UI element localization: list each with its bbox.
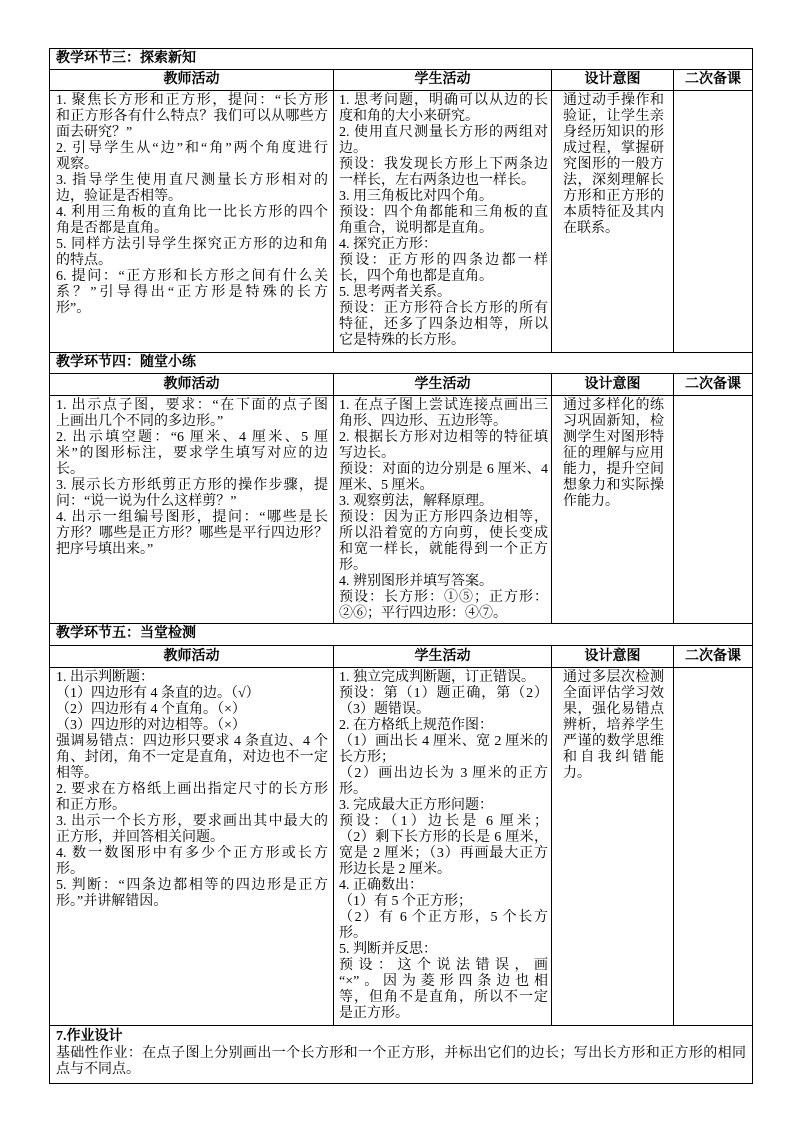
text-line: 能力，提升空间 <box>563 462 664 477</box>
text-line: 形。”并讲解错因。 <box>56 894 168 909</box>
text-line: 形。 <box>339 926 367 941</box>
text-line: 作能力。 <box>563 494 619 509</box>
text-line: 2. 使用直尺测量长方形的两组对 <box>339 125 548 140</box>
text-line: 米”的图形标注，要求学生填写对应的边 <box>56 446 328 461</box>
text-line: 5. 判断并反思： <box>339 942 437 957</box>
text-line: 4. 正确数出： <box>339 878 423 893</box>
text-line: 通过多层次检测 <box>563 670 664 685</box>
paragraph <box>339 157 548 189</box>
text-line: 是正方形。 <box>339 1006 409 1021</box>
text-line: 究图形的一般方 <box>563 157 664 172</box>
section-header: 教学环节三：探索新知 <box>50 49 752 70</box>
text-line: （1）画出长 4 厘米、宽 2 厘米的 <box>339 734 548 749</box>
text-line: 2. 引导学生从“边”和“角”两个角度进行 <box>56 141 328 156</box>
text-line: 3. 观察剪法，解释原理。 <box>339 494 493 509</box>
paragraph <box>339 894 548 910</box>
section-header: 教学环节四：随堂小练 <box>50 353 752 374</box>
student-activity-cell <box>333 396 551 623</box>
column-header-student: 学生活动 <box>333 374 551 395</box>
paragraph <box>56 93 328 141</box>
text-line: 形边长是 2 厘米。 <box>339 862 451 877</box>
text-line: 4. 数一数图形中有多少个正方形或长方 <box>56 846 328 861</box>
text-line: 5. 思考两者关系。 <box>339 285 451 300</box>
lesson-plan-table <box>49 48 753 1084</box>
homework-row <box>50 1026 752 1083</box>
text-line: （2）四边形有 4 个直角。（×） <box>56 702 246 717</box>
paragraph <box>56 478 328 510</box>
paragraph <box>339 814 548 878</box>
paragraph <box>56 430 328 478</box>
text-line: 通过多样化的练 <box>563 398 664 413</box>
text-line: 把序号填出来。” <box>56 542 154 557</box>
content-row <box>50 91 752 353</box>
paragraph <box>339 878 548 894</box>
paragraph <box>56 237 328 269</box>
text-line: 观察。 <box>56 157 98 172</box>
paragraph <box>56 814 328 846</box>
text-line: 方形？哪些是正方形？哪些是平行四边形？ <box>56 526 328 541</box>
text-line: （2）有 6 个正方形，5 个长方 <box>339 910 548 925</box>
teacher-activity-cell <box>50 668 333 1025</box>
text-line: （3）四边形的对边相等。（×） <box>56 718 246 733</box>
paragraph <box>339 430 548 462</box>
column-header-teacher: 教师活动 <box>163 377 220 392</box>
text-line: 厘米、5 厘米。 <box>339 478 434 493</box>
text-line: 特征，还多了四条边相等，所以 <box>339 317 548 332</box>
column-header-notes: 二次备课 <box>673 70 752 90</box>
text-line: 预设：我发现长方形上下两条边 <box>339 157 548 172</box>
text-line: 通过动手操作和 <box>563 93 664 108</box>
text-line: 2. 在方格纸上规范作图： <box>339 718 493 733</box>
text-line: 1. 在点子图上尝试连接点画出三 <box>339 398 548 413</box>
text-line: 上画出几个不同的多边形。” <box>56 414 224 429</box>
column-header-design: 设计意图 <box>551 374 673 395</box>
text-line: 6. 提问：“正方形和长方形之间有什么关 <box>56 269 328 284</box>
paragraph <box>56 141 328 173</box>
text-line: （1）四边形有 4 条直的边。（√） <box>56 686 260 701</box>
column-header-row <box>50 374 752 396</box>
homework-title: 7.作业设计 <box>56 1029 123 1044</box>
text-line: 和自我纠错能 <box>563 750 664 765</box>
text-line: 征的理解与应用 <box>563 446 664 461</box>
text-line: 3. 完成最大正方形问题： <box>339 798 493 813</box>
column-header-student: 学生活动 <box>333 70 551 90</box>
text-line: 等，但角不是直角，所以不一定 <box>339 990 548 1005</box>
paragraph <box>339 958 548 1022</box>
text-line: 本质特征及其内 <box>563 205 664 220</box>
text-line: 力。 <box>563 766 591 781</box>
paragraph <box>339 237 548 253</box>
design-intent-cell <box>551 396 673 623</box>
text-line: “×”。因为菱形四条边也相 <box>339 974 548 989</box>
paragraph <box>56 782 328 814</box>
paragraph <box>339 205 548 237</box>
text-line: 宽是 2 厘米；（3）再画最大正方 <box>339 846 548 861</box>
paragraph <box>56 205 328 237</box>
text-line: 点与不同点。 <box>56 1062 140 1077</box>
text-line: 3. 指导学生使用直尺测量长方形相对的 <box>56 173 328 188</box>
text-line: 长方形； <box>339 750 395 765</box>
text-line: 形。 <box>56 862 84 877</box>
notes-cell <box>673 396 752 623</box>
text-line: 5. 判断：“四条边都相等的四边形是正方 <box>56 878 328 893</box>
text-line: 预设：正方形的四条边都一样 <box>339 253 548 268</box>
teacher-activity-cell <box>50 396 333 623</box>
paragraph <box>56 398 328 430</box>
text-line: 相等。 <box>56 766 98 781</box>
text-line: 长，四个角也都是直角。 <box>339 269 493 284</box>
paragraph <box>339 253 548 285</box>
text-line: 预设：长方形：①⑤；正方形： <box>339 590 548 605</box>
paragraph <box>56 510 328 558</box>
text-line: 3. 展示长方形纸剪正方形的操作步骤，提 <box>56 478 328 493</box>
paragraph <box>563 670 664 782</box>
text-line: 4. 辨别图形并填写答案。 <box>339 574 493 589</box>
paragraph <box>339 798 548 814</box>
text-line: 4. 利用三角板的直角比一比长方形的四个 <box>56 205 328 220</box>
text-line: 1. 聚焦长方形和正方形，提问：“长方形 <box>56 93 328 108</box>
text-line: 预设：对面的边分别是 6 厘米、4 <box>339 462 548 477</box>
text-line: 的特点。 <box>56 253 112 268</box>
text-line: ②⑥；平行四边形：④⑦。 <box>339 606 507 621</box>
text-line: 2. 出示填空题：“6 厘米、4 厘米、5 厘 <box>56 430 328 445</box>
text-line: 角重合，说明都是直角。 <box>339 221 493 236</box>
text-line: 形”。 <box>56 301 91 316</box>
text-line: 想象力和实际操 <box>563 478 664 493</box>
text-line: （3）题错误。 <box>339 702 430 717</box>
text-line: 问：“说一说为什么这样剪？” <box>56 494 237 509</box>
paragraph <box>56 702 328 718</box>
text-line: 它是特殊的长方形。 <box>339 333 465 348</box>
column-header-notes: 二次备课 <box>673 374 752 395</box>
text-line: 预设：这个说法错误，画 <box>339 958 548 973</box>
paragraph <box>339 510 548 574</box>
text-line: 1. 思考问题，明确可以从边的长 <box>339 93 548 108</box>
text-line: 形。 <box>339 782 367 797</box>
paragraph <box>339 942 548 958</box>
notes-cell <box>673 91 752 352</box>
paragraph <box>339 301 548 349</box>
text-line: 边。 <box>339 141 367 156</box>
paragraph <box>56 1046 746 1078</box>
paragraph <box>56 734 328 782</box>
text-line: 习巩固新知，检 <box>563 414 664 429</box>
text-line: 4. 出示一组编号图形，提问：“哪些是长 <box>56 510 328 525</box>
column-header-teacher: 教师活动 <box>163 649 220 664</box>
content-row <box>50 668 752 1026</box>
text-line: 角、封闭，角不一定是直角，对边也不一定 <box>56 750 328 765</box>
text-line: 3. 出示一个长方形，要求画出其中最大的 <box>56 814 328 829</box>
text-line: 预设：第（1）题正确，第（2） <box>339 686 548 701</box>
paragraph <box>339 766 548 798</box>
text-line: 法，深刻理解长 <box>563 173 664 188</box>
text-line: 角是否都是直角。 <box>56 221 168 236</box>
paragraph <box>339 189 548 205</box>
text-line: 验证，让学生亲 <box>563 109 664 124</box>
paragraph <box>339 93 548 125</box>
text-line: 测学生对图形特 <box>563 430 664 445</box>
text-line: 5. 同样方法引导学生探究正方形的边和角 <box>56 237 328 252</box>
text-line: 预设：四个角都能和三角板的直 <box>339 205 548 220</box>
notes-cell <box>673 668 752 1025</box>
text-line: 度和角的大小来研究。 <box>339 109 479 124</box>
paragraph <box>56 269 328 317</box>
text-line: 身经历知识的形 <box>563 125 664 140</box>
text-line: 强调易错点：四边形只要求 4 条直边、4 个 <box>56 734 328 749</box>
text-line: 辨析，培养学生 <box>563 718 664 733</box>
student-activity-cell <box>333 91 551 352</box>
paragraph <box>339 398 548 430</box>
text-line: 面去研究？” <box>56 125 133 140</box>
column-header-teacher: 教师活动 <box>163 72 220 87</box>
paragraph <box>56 718 328 734</box>
text-line: 在联系。 <box>563 221 619 236</box>
text-line: 长。 <box>56 462 84 477</box>
text-line: （2）画出边长为 3 厘米的正方 <box>339 766 548 781</box>
paragraph <box>339 574 548 590</box>
student-activity-cell <box>333 668 551 1025</box>
text-line: 方形和正方形的 <box>563 189 664 204</box>
text-line: （2）剩下长方形的长是 6 厘米， <box>339 830 548 845</box>
text-line: 和正方形各有什么特点？我们可以从哪些方 <box>56 109 328 124</box>
text-line: 成过程，掌握研 <box>563 141 664 156</box>
text-line: 2. 要求在方格纸上画出指定尺寸的长方形 <box>56 782 328 797</box>
paragraph <box>563 398 664 510</box>
text-line: 1. 独立完成判断题，订正错误。 <box>339 670 535 685</box>
text-line: 严谨的数学思维 <box>563 734 664 749</box>
paragraph <box>339 910 548 942</box>
design-intent-cell <box>551 91 673 352</box>
homework-body <box>56 1046 746 1078</box>
paragraph <box>56 686 328 702</box>
text-line: 和宽一样长，就能得到一个正方 <box>339 542 548 557</box>
paragraph <box>56 670 328 686</box>
paragraph <box>339 494 548 510</box>
column-header-row <box>50 70 752 91</box>
text-line: （1）有 5 个正方形； <box>339 894 472 909</box>
text-line: 果，强化易错点 <box>563 702 664 717</box>
text-line: 3. 用三角板比对四个角。 <box>339 189 493 204</box>
paragraph <box>339 590 548 622</box>
paragraph <box>56 846 328 878</box>
text-line: 预设：因为正方形四条边相等， <box>339 510 548 525</box>
design-intent-cell <box>551 668 673 1025</box>
text-line: 预设：（1）边长是 6 厘米； <box>339 814 548 829</box>
column-header-design: 设计意图 <box>551 646 673 667</box>
text-line: 写边长。 <box>339 446 395 461</box>
paragraph <box>339 125 548 157</box>
paragraph <box>563 93 664 237</box>
paragraph <box>339 462 548 494</box>
paragraph <box>56 878 328 910</box>
paragraph <box>339 734 548 766</box>
paragraph <box>339 285 548 301</box>
text-line: 预设：正方形符合长方形的所有 <box>339 301 548 316</box>
text-line: 系？”引导得出“正方形是特殊的长方 <box>56 285 328 300</box>
paragraph <box>339 686 548 718</box>
column-header-row <box>50 646 752 668</box>
column-header-student: 学生活动 <box>333 646 551 667</box>
text-line: 2. 根据长方形对边相等的特征填 <box>339 430 548 445</box>
text-line: 所以沿着宽的方向剪，使长变成 <box>339 526 548 541</box>
text-line: 正方形，并回答相关问题。 <box>56 830 224 845</box>
text-line: 全面评估学习效 <box>563 686 664 701</box>
text-line: 4. 探究正方形： <box>339 237 437 252</box>
paragraph <box>339 718 548 734</box>
text-line: 1. 出示判断题： <box>56 670 154 685</box>
section-header: 教学环节五：当堂检测 <box>50 624 752 646</box>
text-line: 角形、四边形、五边形等。 <box>339 414 507 429</box>
text-line: 一样长，左右两条边也一样长。 <box>339 173 535 188</box>
column-header-notes: 二次备课 <box>673 646 752 667</box>
teacher-activity-cell <box>50 91 333 352</box>
paragraph <box>56 173 328 205</box>
column-header-design: 设计意图 <box>551 70 673 90</box>
text-line: 形。 <box>339 558 367 573</box>
paragraph <box>339 670 548 686</box>
text-line: 和正方形。 <box>56 798 126 813</box>
text-line: 1. 出示点子图，要求：“在下面的点子图 <box>56 398 328 413</box>
text-line: 边，验证是否相等。 <box>56 189 182 204</box>
text-line: 基础性作业：在点子图上分别画出一个长方形和一个正方形，并标出它们的边长；写出长方形和正方形的相同 <box>56 1046 746 1061</box>
content-row <box>50 396 752 624</box>
